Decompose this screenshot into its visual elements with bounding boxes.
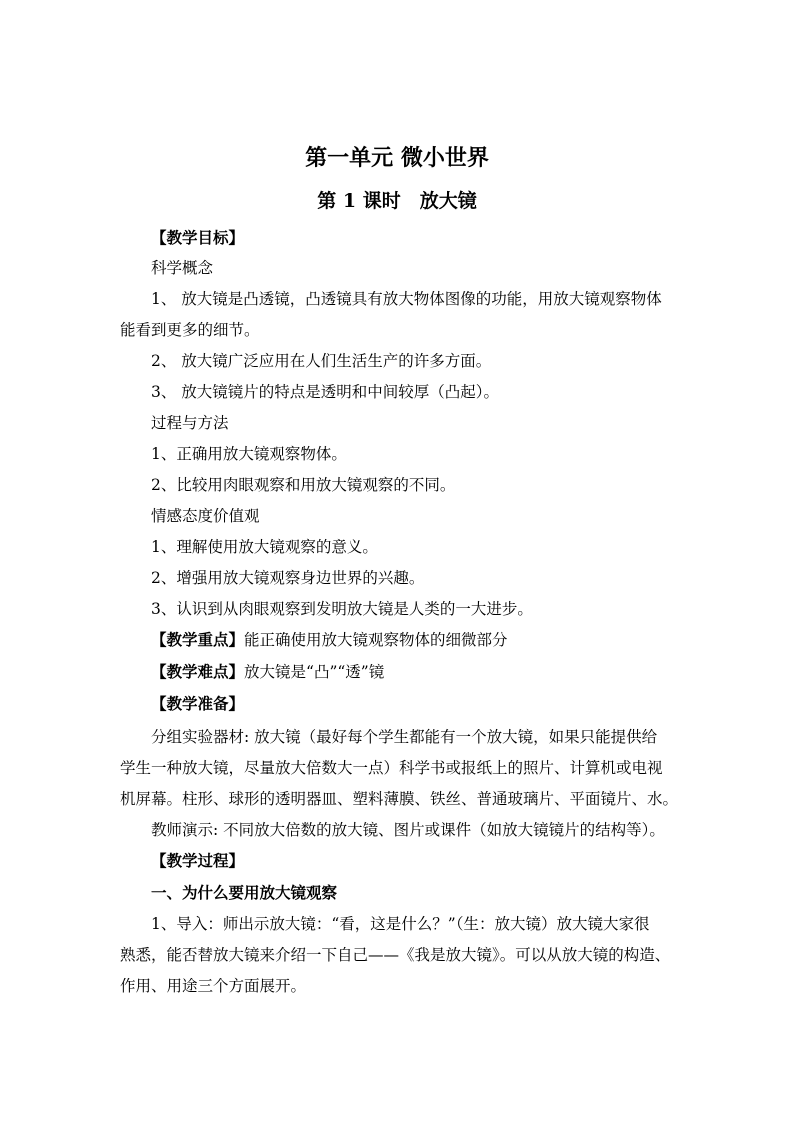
key-point-row bbox=[120, 629, 707, 651]
intro-line-2: 熟悉，能否替放大镜来介绍一下自己——《我是放大镜》。可以从放大镜的构造、 bbox=[120, 946, 671, 964]
prep-2: 教师演示: 不同放大倍数的放大镜、图片或课件（如放大镜镜片的结构等）。 bbox=[151, 821, 665, 839]
key-point-label: 【教学重点】 bbox=[151, 630, 245, 649]
prep-1-line-2: 学生一种放大镜，尽量放大倍数大一点）科学书或报纸上的照片、计算机或电视 bbox=[120, 759, 663, 777]
process-1: 1、正确用放大镜观察物体。 bbox=[151, 445, 347, 463]
lesson-title: 第 1 课时 放大镜 bbox=[317, 190, 477, 212]
preparation-heading: 【教学准备】 bbox=[151, 694, 245, 713]
objectives-heading: 【教学目标】 bbox=[151, 228, 245, 247]
prep-1-line-1: 分组实验器材: 放大镜（最好每个学生都能有一个放大镜，如果只能提供给 bbox=[151, 728, 658, 746]
unit-title: 第一单元 微小世界 bbox=[305, 145, 489, 171]
concept-3: 3、 放大镜镜片的特点是透明和中间较厚（凸起）。 bbox=[151, 383, 500, 401]
difficulty-text: 放大镜是“凸”“透”镜 bbox=[244, 663, 385, 681]
attitude-1: 1、理解使用放大镜观察的意义。 bbox=[151, 538, 378, 556]
part-1-heading: 一、为什么要用放大镜观察 bbox=[151, 883, 338, 902]
concept-2: 2、 放大镜广泛应用在人们生活生产的许多方面。 bbox=[151, 352, 492, 370]
prep-1-line-3: 机屏幕。柱形、球形的透明器皿、塑料薄膜、铁丝、普通玻璃片、平面镜片、水。 bbox=[120, 790, 679, 808]
intro-line-1: 1、导入：师出示放大镜：“看，这是什么？”（生：放大镜）放大镜大家很 bbox=[151, 915, 650, 933]
concept-1-line-2: 能看到更多的细节。 bbox=[120, 321, 260, 339]
attitude-2: 2、增强用放大镜观察身边世界的兴趣。 bbox=[151, 569, 425, 587]
attitude-3: 3、认识到从肉眼观察到发明放大镜是人类的一大进步。 bbox=[151, 600, 533, 618]
intro-line-3: 作用、用途三个方面展开。 bbox=[120, 977, 307, 995]
key-point-text: 能正确使用放大镜观察物体的细微部分 bbox=[244, 631, 508, 649]
concept-heading: 科学概念 bbox=[151, 259, 214, 277]
difficulty-label: 【教学难点】 bbox=[151, 662, 245, 681]
concept-1-line-1: 1、 放大镜是凸透镜，凸透镜具有放大物体图像的功能，用放大镜观察物体 bbox=[151, 290, 662, 308]
teaching-process-heading: 【教学过程】 bbox=[151, 851, 245, 870]
attitude-heading: 情感态度价值观 bbox=[151, 507, 260, 525]
process-methods-heading: 过程与方法 bbox=[151, 414, 229, 432]
process-2: 2、比较用肉眼观察和用放大镜观察的不同。 bbox=[151, 476, 456, 494]
difficulty-row bbox=[120, 661, 707, 683]
